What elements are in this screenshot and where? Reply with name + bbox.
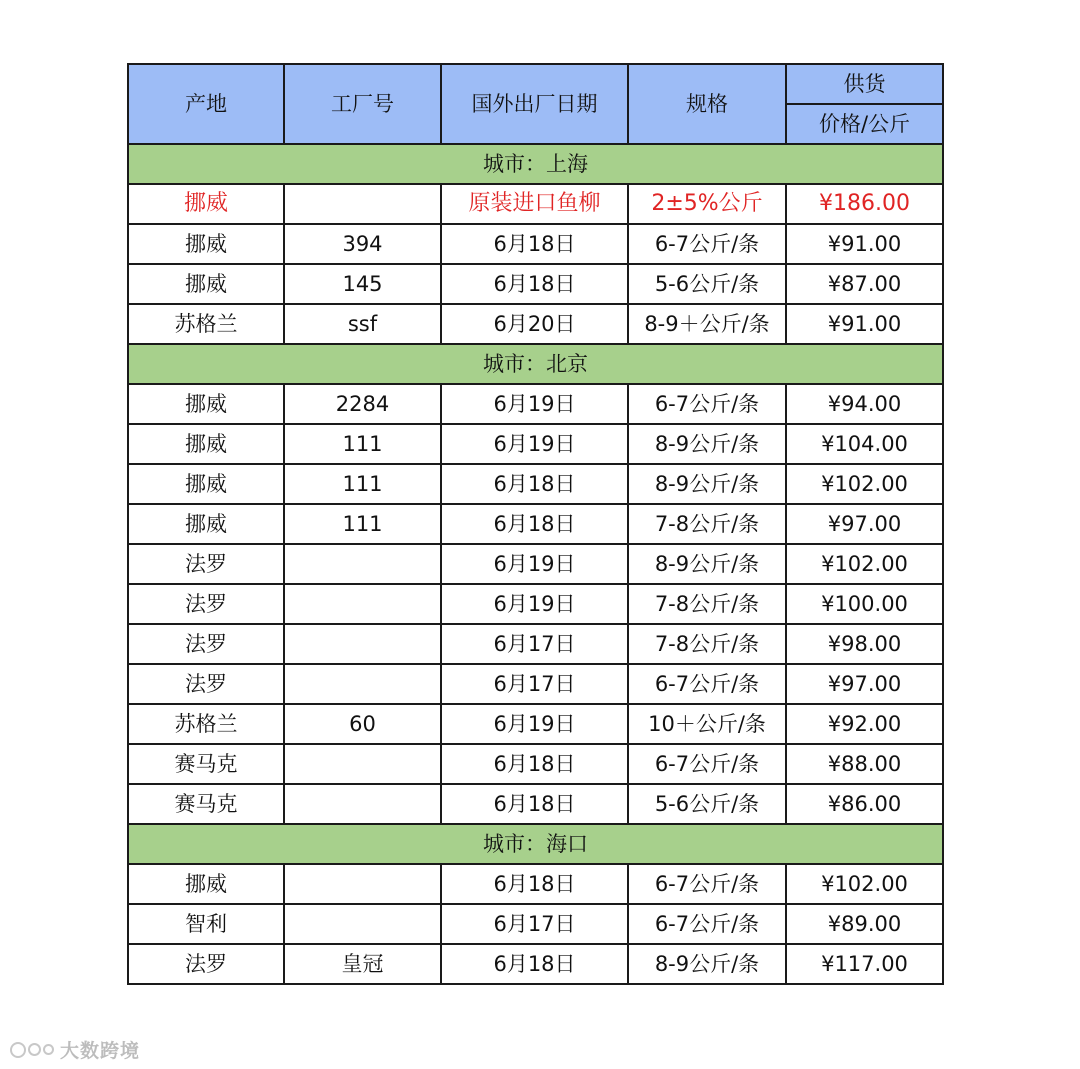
cell-origin: 法罗 xyxy=(128,544,284,584)
table-row xyxy=(128,424,943,464)
cell-price: ¥91.00 xyxy=(786,224,943,264)
cell-origin: 赛马克 xyxy=(128,744,284,784)
cell-spec: 8-9公斤/条 xyxy=(628,544,786,584)
cell-price: ¥104.00 xyxy=(786,424,943,464)
cell-date: 6月19日 xyxy=(441,384,628,424)
table-row xyxy=(128,664,943,704)
cell-spec: 6-7公斤/条 xyxy=(628,904,786,944)
cell-price: ¥117.00 xyxy=(786,944,943,984)
watermark-text: 大数跨境 xyxy=(60,1040,141,1062)
cell-spec: 7-8公斤/条 xyxy=(628,624,786,664)
cell-spec: 8-9公斤/条 xyxy=(628,944,786,984)
cell-spec: 7-8公斤/条 xyxy=(628,584,786,624)
cell-date: 6月17日 xyxy=(441,664,628,704)
table-row xyxy=(128,224,943,264)
cell-spec: 7-8公斤/条 xyxy=(628,504,786,544)
cell-date: 6月18日 xyxy=(441,744,628,784)
cell-spec: 10＋公斤/条 xyxy=(628,704,786,744)
cell-date: 6月19日 xyxy=(441,544,628,584)
table-row xyxy=(128,624,943,664)
table-row xyxy=(128,864,943,904)
header-price: 价格/公斤 xyxy=(786,104,943,144)
cell-price: ¥91.00 xyxy=(786,304,943,344)
cell-origin: 智利 xyxy=(128,904,284,944)
cell-factory xyxy=(284,904,441,944)
cell-factory xyxy=(284,744,441,784)
header-date: 国外出厂日期 xyxy=(441,64,628,144)
cell-factory xyxy=(284,864,441,904)
cell-spec: 8-9公斤/条 xyxy=(628,464,786,504)
table-row xyxy=(128,464,943,504)
cell-price: ¥89.00 xyxy=(786,904,943,944)
cell-price: ¥94.00 xyxy=(786,384,943,424)
table-body xyxy=(128,144,943,984)
cell-date: 6月18日 xyxy=(441,464,628,504)
table-row xyxy=(128,304,943,344)
cell-date: 6月18日 xyxy=(441,864,628,904)
cell-factory xyxy=(284,624,441,664)
table-header xyxy=(128,64,943,144)
cell-origin: 苏格兰 xyxy=(128,304,284,344)
cell-origin: 挪威 xyxy=(128,184,284,224)
watermark xyxy=(10,1036,140,1063)
table-row xyxy=(128,584,943,624)
cell-origin: 法罗 xyxy=(128,584,284,624)
cell-factory xyxy=(284,184,441,224)
cell-price: ¥92.00 xyxy=(786,704,943,744)
cell-factory xyxy=(284,664,441,704)
city-label: 城市：上海 xyxy=(128,144,943,184)
table-row xyxy=(128,784,943,824)
cell-factory: 皇冠 xyxy=(284,944,441,984)
cell-spec: 6-7公斤/条 xyxy=(628,224,786,264)
cell-origin: 挪威 xyxy=(128,264,284,304)
table-row xyxy=(128,744,943,784)
cell-date: 6月17日 xyxy=(441,904,628,944)
header-supply: 供货 xyxy=(786,64,943,104)
table-row xyxy=(128,264,943,304)
cell-origin: 苏格兰 xyxy=(128,704,284,744)
cell-factory: 111 xyxy=(284,464,441,504)
cell-date: 6月18日 xyxy=(441,784,628,824)
cell-price: ¥98.00 xyxy=(786,624,943,664)
cell-factory: 145 xyxy=(284,264,441,304)
cell-spec: 6-7公斤/条 xyxy=(628,744,786,784)
cell-spec: 6-7公斤/条 xyxy=(628,664,786,704)
cell-factory: 60 xyxy=(284,704,441,744)
price-table xyxy=(127,63,944,985)
table-row xyxy=(128,504,943,544)
header-spec: 规格 xyxy=(628,64,786,144)
cell-origin: 挪威 xyxy=(128,224,284,264)
header-factory: 工厂号 xyxy=(284,64,441,144)
cell-origin: 法罗 xyxy=(128,624,284,664)
cell-date: 原装进口鱼柳 xyxy=(441,184,628,224)
cell-price: ¥97.00 xyxy=(786,664,943,704)
cell-factory: 111 xyxy=(284,424,441,464)
cell-price: ¥102.00 xyxy=(786,864,943,904)
cell-spec: 8-9公斤/条 xyxy=(628,424,786,464)
cell-spec: 2±5%公斤 xyxy=(628,184,786,224)
cell-date: 6月20日 xyxy=(441,304,628,344)
cell-date: 6月19日 xyxy=(441,424,628,464)
cell-date: 6月19日 xyxy=(441,704,628,744)
cell-date: 6月17日 xyxy=(441,624,628,664)
cell-origin: 挪威 xyxy=(128,864,284,904)
city-section-row xyxy=(128,824,943,864)
cell-price: ¥88.00 xyxy=(786,744,943,784)
table-row xyxy=(128,544,943,584)
cell-price: ¥87.00 xyxy=(786,264,943,304)
cell-price: ¥102.00 xyxy=(786,544,943,584)
cell-origin: 挪威 xyxy=(128,504,284,544)
cell-spec: 5-6公斤/条 xyxy=(628,264,786,304)
cell-date: 6月18日 xyxy=(441,224,628,264)
cell-price: ¥86.00 xyxy=(786,784,943,824)
cell-spec: 6-7公斤/条 xyxy=(628,864,786,904)
header-origin: 产地 xyxy=(128,64,284,144)
watermark-logo-icon xyxy=(10,1042,54,1058)
cell-factory: 111 xyxy=(284,504,441,544)
cell-spec: 5-6公斤/条 xyxy=(628,784,786,824)
cell-origin: 法罗 xyxy=(128,944,284,984)
cell-origin: 挪威 xyxy=(128,384,284,424)
cell-price: ¥100.00 xyxy=(786,584,943,624)
city-label: 城市：北京 xyxy=(128,344,943,384)
cell-factory: 2284 xyxy=(284,384,441,424)
cell-factory xyxy=(284,784,441,824)
table-row xyxy=(128,904,943,944)
cell-spec: 6-7公斤/条 xyxy=(628,384,786,424)
cell-date: 6月18日 xyxy=(441,264,628,304)
table-row xyxy=(128,704,943,744)
cell-price: ¥102.00 xyxy=(786,464,943,504)
cell-price: ¥97.00 xyxy=(786,504,943,544)
city-section-row xyxy=(128,144,943,184)
cell-spec: 8-9＋公斤/条 xyxy=(628,304,786,344)
city-label: 城市：海口 xyxy=(128,824,943,864)
table-row xyxy=(128,384,943,424)
cell-price: ¥186.00 xyxy=(786,184,943,224)
cell-factory xyxy=(284,544,441,584)
cell-origin: 赛马克 xyxy=(128,784,284,824)
cell-origin: 挪威 xyxy=(128,464,284,504)
highlight-row xyxy=(128,184,943,224)
cell-date: 6月18日 xyxy=(441,504,628,544)
cell-date: 6月18日 xyxy=(441,944,628,984)
cell-factory: 394 xyxy=(284,224,441,264)
cell-date: 6月19日 xyxy=(441,584,628,624)
table-row xyxy=(128,944,943,984)
cell-origin: 法罗 xyxy=(128,664,284,704)
cell-origin: 挪威 xyxy=(128,424,284,464)
cell-factory: ssf xyxy=(284,304,441,344)
cell-factory xyxy=(284,584,441,624)
city-section-row xyxy=(128,344,943,384)
